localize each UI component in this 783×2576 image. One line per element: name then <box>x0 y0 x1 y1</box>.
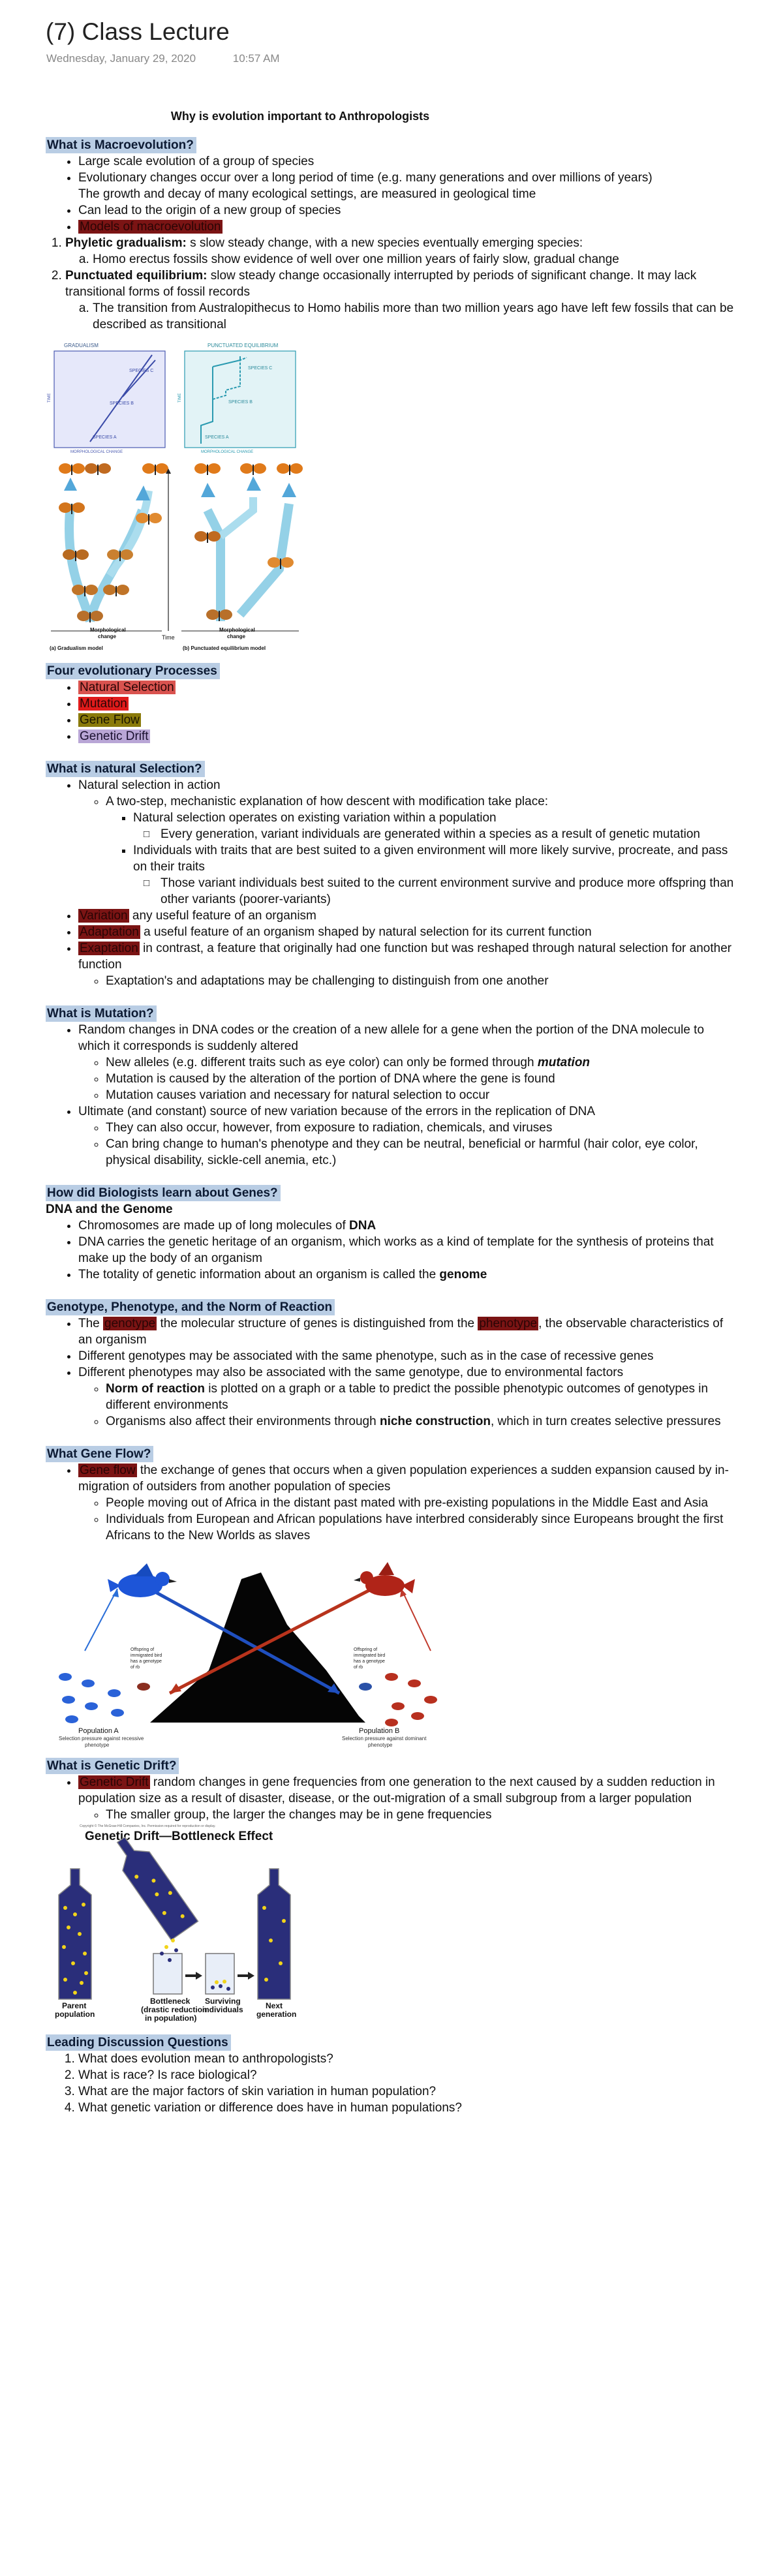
drift-list <box>46 1774 737 1823</box>
morph-label-b1: Morphological <box>219 627 255 633</box>
species-a-label-b: SPECIES A <box>205 435 229 440</box>
small-blue-birds-icon <box>59 1673 124 1723</box>
copyright-line: Copyright © The McGraw-Hill Companies, Inc. Permission required for reproduction or display. <box>80 1824 216 1828</box>
section-heading-discussion: Leading Discussion Questions <box>46 2034 231 2051</box>
time-axis-a: TIME <box>48 393 52 403</box>
punctuated-tree <box>201 476 296 621</box>
page-date: Wednesday, January 29, 2020 <box>46 52 196 65</box>
page-time: 10:57 AM <box>232 52 280 65</box>
caption-a: (a) Gradualism model <box>50 645 103 651</box>
parent-label-1: Parent <box>62 2001 87 2010</box>
small-red-birds-icon <box>385 1673 437 1726</box>
section-heading-genes: How did Biologists learn about Genes? <box>46 1185 281 1201</box>
offspring-b-line3: has a genotype <box>354 1659 385 1664</box>
natsel-list <box>46 777 737 989</box>
gene-flow-figure <box>52 1553 444 1749</box>
time-label: Time <box>162 634 175 641</box>
list-item: 3. What are the major factors of skin variation in human population? <box>78 2083 737 2100</box>
morph-label-a1: Morphological <box>90 627 126 633</box>
geneflow-list <box>46 1462 737 1544</box>
process-mutation: Mutation <box>80 697 127 711</box>
population-b-label: Population B <box>359 1727 400 1735</box>
section-heading-genetic-drift: What is Genetic Drift? <box>46 1758 179 1774</box>
list-item: • Can lead to the origin of a new group of species <box>78 202 737 219</box>
process-natural-selection: Natural Selection <box>80 681 174 694</box>
list-item: ▪ Natural selection operates on existing variation within a population □ Every generation, variant individuals are generated within a species as a result of genetic mutation <box>133 810 737 842</box>
list-item: 4. What genetic variation or difference does have in human populations? <box>78 2100 737 2116</box>
discussion-list <box>46 2051 737 2116</box>
surviving-label-1: Surviving <box>205 1997 241 2006</box>
red-bird-icon <box>354 1562 415 1596</box>
offspring-a-line1: Offspring of <box>130 1648 155 1652</box>
species-b-label-b: SPECIES B <box>228 400 253 405</box>
list-item <box>78 679 737 696</box>
offspring-b-line2: immigrated bird <box>354 1653 386 1658</box>
population-a-label: Population A <box>78 1727 119 1735</box>
sub-list <box>65 251 737 268</box>
gradualism-label: GRADUALISM <box>64 343 99 348</box>
morph-label-b2: change <box>227 634 246 639</box>
main-heading: Why is evolution important to Anthropologists <box>170 110 430 123</box>
section-heading-processes: Four evolutionary Processes <box>46 663 220 679</box>
genotype-list <box>46 1315 737 1430</box>
list-item: ◦ Can bring change to human's phenotype and they can be neutral, beneficial or harmful (hair color, eye color, physical disability, sickle-cell anemia, etc.) <box>106 1136 737 1169</box>
genes-list <box>46 1218 737 1283</box>
process-gene-flow: Gene Flow <box>80 713 140 727</box>
list-item: • The genotype the molecular structure of genes is distinguished from the phenotype , the observable characteristics of an organism <box>78 1315 737 1348</box>
highlight-term: Models of macroevolution <box>80 220 221 234</box>
bottleneck-label-2: (drastic reduction <box>141 2005 207 2014</box>
list-item: ◦ Individuals from European and African populations have interbred considerably since Europeans brought the first Africans to the New Worlds as slaves <box>106 1511 737 1544</box>
list-item: 2. What is race? Is race biological? <box>78 2067 737 2083</box>
section-heading-mutation: What is Mutation? <box>46 1005 157 1022</box>
population-a-sub1: Selection pressure against recessive <box>59 1736 144 1741</box>
offspring-b-line1: Offspring of <box>354 1648 378 1652</box>
list-item: 1. Phyletic gradualism: s slow steady change, with a new species eventually emerging species: a. Homo erectus fossils show evidence of well over one million years of fairly slow, gradual change <box>65 235 737 268</box>
list-item: □ Those variant individuals best suited to the current environment survive and produce more offspring than other variants (poorer-variants) <box>161 875 737 908</box>
surviving-label-2: individuals <box>202 2005 243 2014</box>
list-item: ◦ Mutation is caused by the alteration of the portion of DNA where the gene is found <box>106 1071 737 1087</box>
offspring-b-line4: of rb <box>354 1665 363 1670</box>
highlight-term: phenotype <box>479 1317 538 1330</box>
section-heading-macroevolution: What is Macroevolution? <box>46 137 196 153</box>
list-item: • Genetic Drift random changes in gene frequencies from one generation to the next caused by a sudden reduction in population size as a result of disaster, disease, or the out-migration of a small subgroup from a larger population ◦ The smaller group, the larger the changes may be in gene frequencies <box>78 1774 737 1823</box>
species-c-label-b: SPECIES C <box>248 366 273 371</box>
section-heading-gene-flow: What Gene Flow? <box>46 1446 153 1462</box>
list-item: ▪ Individuals with traits that are best suited to a given environment will more likely survive, procreate, and pass on their traits □ Those variant individuals best suited to the current environment survive and produce more offspring than other variants (poorer-variants) <box>133 842 737 908</box>
highlight-term: Variation <box>80 909 128 923</box>
next-label-2: generation <box>256 2010 297 2019</box>
bottleneck-beaker <box>153 1954 182 1994</box>
offspring-bird-a <box>137 1683 150 1691</box>
list-item <box>78 696 737 712</box>
highlight-term: Adaptation <box>80 925 139 939</box>
species-b-label: SPECIES B <box>110 401 134 406</box>
mutation-list <box>46 1022 737 1169</box>
parent-label-2: population <box>55 2010 95 2019</box>
section-heading-genotype: Genotype, Phenotype, and the Norm of Reaction <box>46 1299 335 1315</box>
term: Punctuated equilibrium: <box>65 269 207 283</box>
macro-models-list <box>46 235 737 333</box>
list-item: • Random changes in DNA codes or the creation of a new allele for a gene when the portion of the DNA molecule to which it corresponds is suddenly altered ◦ New alleles (e.g. different traits such as eye color) can only be formed through mutation ◦ Mutation is caused by the alteration of the portion of DNA where the gene is found ◦ Mutation causes variation and necessary for natural selection to occur <box>78 1022 737 1103</box>
section-heading-natural-selection: What is natural Selection? <box>46 761 205 777</box>
list-item: ◦ Organisms also affect their environments through niche construction, which in turn creates selective pressures <box>106 1413 737 1430</box>
gradualism-panel <box>54 351 165 448</box>
next-generation-bottle <box>258 1869 290 1999</box>
list-item: • Exaptation in contrast, a feature that originally had one function but was reshaped through natural selection for another function ◦ Exaptation's and adaptations may be challenging to distinguish from one another <box>78 940 737 989</box>
list-item <box>78 728 737 744</box>
page-meta <box>46 52 314 65</box>
bottleneck-label-1: Bottleneck <box>150 1997 191 2006</box>
macro-list <box>46 153 737 235</box>
list-item: ◦ Mutation causes variation and necessary for natural selection to occur <box>106 1087 737 1103</box>
list-item: a. The transition from Australopithecus to Homo habilis more than two million years ago have left few fossils that can be described as transitional <box>93 300 737 333</box>
list-item: • Gene flow the exchange of genes that occurs when a given population experiences a sudden expansion caused by in-migration of outsiders from another population of species ◦ People moving out of Africa in the distant past mated with pre-existing populations in the Middle East and Asia ◦ Individuals from European and African populations have interbred considerably since Europeans brought the first Africans to the New Worlds as slaves <box>78 1462 737 1544</box>
list-item: ◦ New alleles (e.g. different traits such as eye color) can only be formed through mutation <box>106 1054 737 1071</box>
gradualism-punctuated-figure <box>44 341 331 654</box>
list-item: ◦ People moving out of Africa in the distant past mated with pre-existing populations in the Middle East and Asia <box>106 1495 737 1511</box>
population-a-sub2: phenotype <box>85 1742 110 1748</box>
list-item: ◦ A two-step, mechanistic explanation of how descent with modification take place: ▪ Natural selection operates on existing variation within a population □ Every generation, variant individuals are generated within a species as a result of genetic mutation ▪ Individuals with traits that are best suited to a given environment will more likely survive, procreate, and pass on their traits □ Those variant individuals best suited to the current environment survive and produce more offspring than other variants (poorer-variants) <box>106 793 737 908</box>
list-item: ◦ Norm of reaction is plotted on a graph or a table to predict the possible phenotypic outcomes of genotypes in different environments <box>106 1381 737 1413</box>
population-b-sub1: Selection pressure against dominant <box>342 1736 427 1741</box>
list-item: □ Every generation, variant individuals are generated within a species as a result of genetic mutation <box>161 826 737 842</box>
species-a-label: SPECIES A <box>93 435 117 440</box>
list-item: a. Homo erectus fossils show evidence of well over one million years of fairly slow, gradual change <box>93 251 737 268</box>
note-content <box>46 137 737 2116</box>
highlight-term: genotype <box>104 1317 156 1330</box>
bottleneck-title: Genetic Drift—Bottleneck Effect <box>85 1830 273 1843</box>
list-item <box>78 712 737 728</box>
list-item: • Variation any useful feature of an organism <box>78 908 737 924</box>
list-item: ◦ Exaptation's and adaptations may be challenging to distinguish from one another <box>106 973 737 989</box>
list-item: ◦ The smaller group, the larger the changes may be in gene frequencies <box>106 1807 737 1823</box>
sub-heading-dna: DNA and the Genome <box>46 1203 173 1216</box>
morph-axis-a: MORPHOLOGICAL CHANGE <box>70 450 123 454</box>
list-item: ◦ They can also occur, however, from exposure to radiation, chemicals, and viruses <box>106 1120 737 1136</box>
list-item: • DNA carries the genetic heritage of an organism, which works as a kind of template for the synthesis of proteins that make up the body of an organism <box>78 1234 737 1266</box>
processes-list <box>46 679 737 744</box>
list-item: • Different genotypes may be associated with the same phenotype, such as in the case of recessive genes <box>78 1348 737 1364</box>
bottleneck-label-3: in population) <box>145 2014 197 2023</box>
offspring-a-line3: has a genotype <box>130 1659 162 1664</box>
highlight-term: Genetic Drift <box>80 1775 149 1789</box>
bottleneck-figure <box>46 1823 320 2025</box>
list-item: • Adaptation a useful feature of an organism shaped by natural selection for its current function <box>78 924 737 940</box>
list-item: 1. What does evolution mean to anthropologists? <box>78 2051 737 2067</box>
offspring-a-line2: immigrated bird <box>130 1653 162 1658</box>
highlight-term: Gene flow <box>80 1464 136 1477</box>
population-b-sub2: phenotype <box>368 1742 393 1748</box>
list-item-continuation: The growth and decay of many ecological settings, are measured in geological time <box>78 187 536 201</box>
list-item: • Different phenotypes may also be associated with the same genotype, due to environmental factors ◦ Norm of reaction is plotted on a graph or a table to predict the possible phenotypic outcomes of genotypes in different environments ◦ Organisms also affect their environments through niche construction, which in turn creates selective pressures <box>78 1364 737 1430</box>
term: Phyletic gradualism: <box>65 236 187 250</box>
blue-bird-icon <box>108 1563 177 1597</box>
list-item: • The totality of genetic information about an organism is called the genome <box>78 1266 737 1283</box>
morph-label-a2: change <box>98 634 117 639</box>
list-item: • Chromosomes are made up of long molecules of DNA <box>78 1218 737 1234</box>
caption-b: (b) Punctuated equilibrium model <box>183 645 266 651</box>
punctuated-label: PUNCTUATED EQUILIBRIUM <box>207 343 279 348</box>
next-label-1: Next <box>266 2001 283 2010</box>
arrow-1 <box>185 1972 202 1980</box>
highlight-term: Exaptation <box>80 942 138 955</box>
list-item <box>78 219 737 235</box>
morph-axis-b: MORPHOLOGICAL CHANGE <box>201 450 254 454</box>
offspring-a-line4: of rb <box>130 1665 140 1670</box>
species-c-label: SPECIES C <box>129 369 154 373</box>
arrow-2 <box>238 1972 254 1980</box>
pouring-bottle <box>108 1830 198 1940</box>
list-item: 2. Punctuated equilibrium: slow steady change occasionally interrupted by periods of significant change. It may lack transitional forms of fossil records a. The transition from Australopithecus to Homo habilis more than two million years ago have left few fossils that can be described as transitional <box>65 268 737 333</box>
sub-list <box>65 300 737 333</box>
offspring-bird-b <box>359 1683 372 1691</box>
list-item: • Ultimate (and constant) source of new variation because of the errors in the replication of DNA ◦ They can also occur, however, from exposure to radiation, chemicals, and viruses ◦ Can bring change to human's phenotype and they can be neutral, beneficial or harmful (hair color, eye color, physical disability, sickle-cell anemia, etc.) <box>78 1103 737 1169</box>
list-item: • Natural selection in action ◦ A two-step, mechanistic explanation of how descent with modification take place: ▪ Natural selection operates on existing variation within a population □ Every generation, variant individuals are generated within a species as a result of genetic mutation ▪ Individuals with traits that are best suited to a given environment will more likely survive, procreate, and pass on their traits □ Those variant individuals best suited to the current environment survive and produce more offspring than other variants (poorer-variants) <box>78 777 737 908</box>
process-genetic-drift: Genetic Drift <box>80 729 149 743</box>
page-title: (7) Class Lecture <box>46 18 230 45</box>
list-item: • Evolutionary changes occur over a long period of time (e.g. many generations and over millions of years) The growth and decay of many ecological settings, are measured in geological time <box>78 170 737 202</box>
list-item: • Large scale evolution of a group of species <box>78 153 737 170</box>
time-axis-b: TIME <box>178 393 182 403</box>
gradualism-tree <box>64 478 150 621</box>
